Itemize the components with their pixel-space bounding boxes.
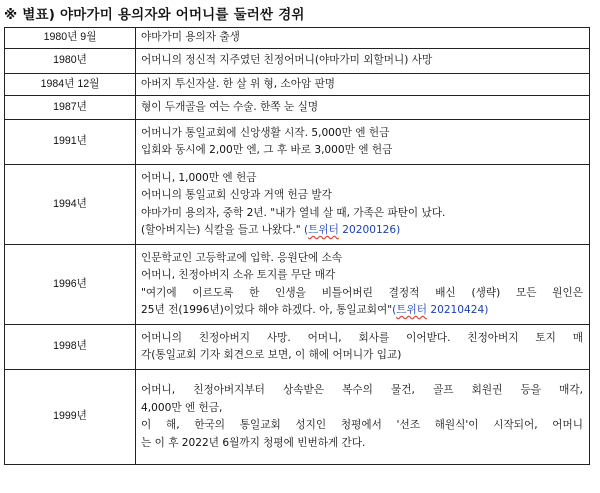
description-cell [136,49,590,74]
table-row [5,245,590,325]
year-cell: 1994년 [5,165,136,245]
description-line: 아버지 투신자살. 한 살 위 형, 소아암 판명 [141,77,336,90]
description-line: 어머니의 친정아버지 사망. 어머니, 회사를 이어받다. 친정아버지 토지 매 [141,331,583,344]
description-line: 어머니의 정신적 지주였던 친정어머니(야마가미 외할머니) 사망 [141,54,433,67]
year-cell: 1987년 [5,96,136,120]
table-row [5,325,590,370]
year-cell: 1998년 [5,325,136,370]
twitter-source-link[interactable]: (트위터 20200126) [304,224,401,236]
year-cell: 1980년 [5,49,136,74]
description-line [141,302,583,320]
timeline-table [4,27,590,465]
description-cell [136,28,590,49]
year-cell: 1996년 [5,245,136,325]
table-row [5,165,590,245]
year-cell: 1991년 [5,120,136,165]
quote-text: 25년 전(1996년)이었다 해야 하겠다. 아, 통일교회여" [141,304,393,316]
description-cell [136,245,590,325]
description-cell [136,96,590,120]
description-line: 야마가미 용의자, 중학 2년. "내가 열네 살 때, 가족은 파탄이 났다. [141,206,446,219]
table-row [5,370,590,465]
year-cell: 1984년 12월 [5,74,136,96]
description-line: 이 해, 한국의 통일교회 성지인 청평에서 '선조 해원식'이 시작되어, 어머니 [141,419,583,431]
description-line: 형이 두개골을 여는 수술. 한쪽 눈 실명 [141,100,319,113]
description-line: 어머니의 통일교회 신앙과 거액 헌금 발각 [141,189,332,201]
quote-text: (할아버지는) 식칼을 들고 나왔다." [141,224,301,236]
spellcheck-mark: 트위터 [396,304,427,316]
table-row [5,120,590,165]
description-cell [136,370,590,465]
description-cell [136,165,590,245]
description-line: 는 이 후 2022년 6월까지 청평에 빈번하게 간다. [141,436,366,449]
description-cell [136,325,590,370]
description-line: "여기에 이르도록 한 인생을 비틀어버린 결정적 배신 (생략) 모든 원인은 [141,286,583,299]
description-line [141,222,583,240]
description-line: 어머니, 친정아버지 소유 토지를 무단 매각 [141,269,336,281]
table-row [5,96,590,120]
twitter-source-link[interactable]: (트위터 20210424) [392,304,489,316]
description-line: 인문학교인 고등학교에 입학. 응원단에 소속 [141,251,343,264]
description-line: 4,000만 엔 헌금, [141,401,223,414]
description-cell [136,74,590,96]
description-line: 각(통일교회 기자 회견으로 보면, 이 해에 어머니가 입교) [141,349,402,361]
year-cell: 1999년 [5,370,136,465]
table-row [5,28,590,49]
description-cell [136,120,590,165]
description-line: 어머니, 1,000만 엔 헌금 [141,171,257,184]
year-cell: 1980년 9월 [5,28,136,49]
table-row [5,49,590,74]
description-line: 입회와 동시에 2,00만 엔, 그 후 바로 3,000만 엔 헌금 [141,144,393,156]
page-title: ※ 별표) 야마가미 용의자와 어머니를 둘러싼 경위 [4,7,305,23]
table-row [5,74,590,96]
spellcheck-mark: 트위터 [308,224,339,236]
description-line: 어머니, 친정아버지부터 상속받은 복수의 물건, 골프 회원권 등을 매각, [141,384,583,396]
description-line: 어머니가 통일교회에 신앙생활 시작. 5,000만 엔 헌금 [141,126,390,139]
description-line: 야마가미 용의자 출생 [141,31,240,44]
